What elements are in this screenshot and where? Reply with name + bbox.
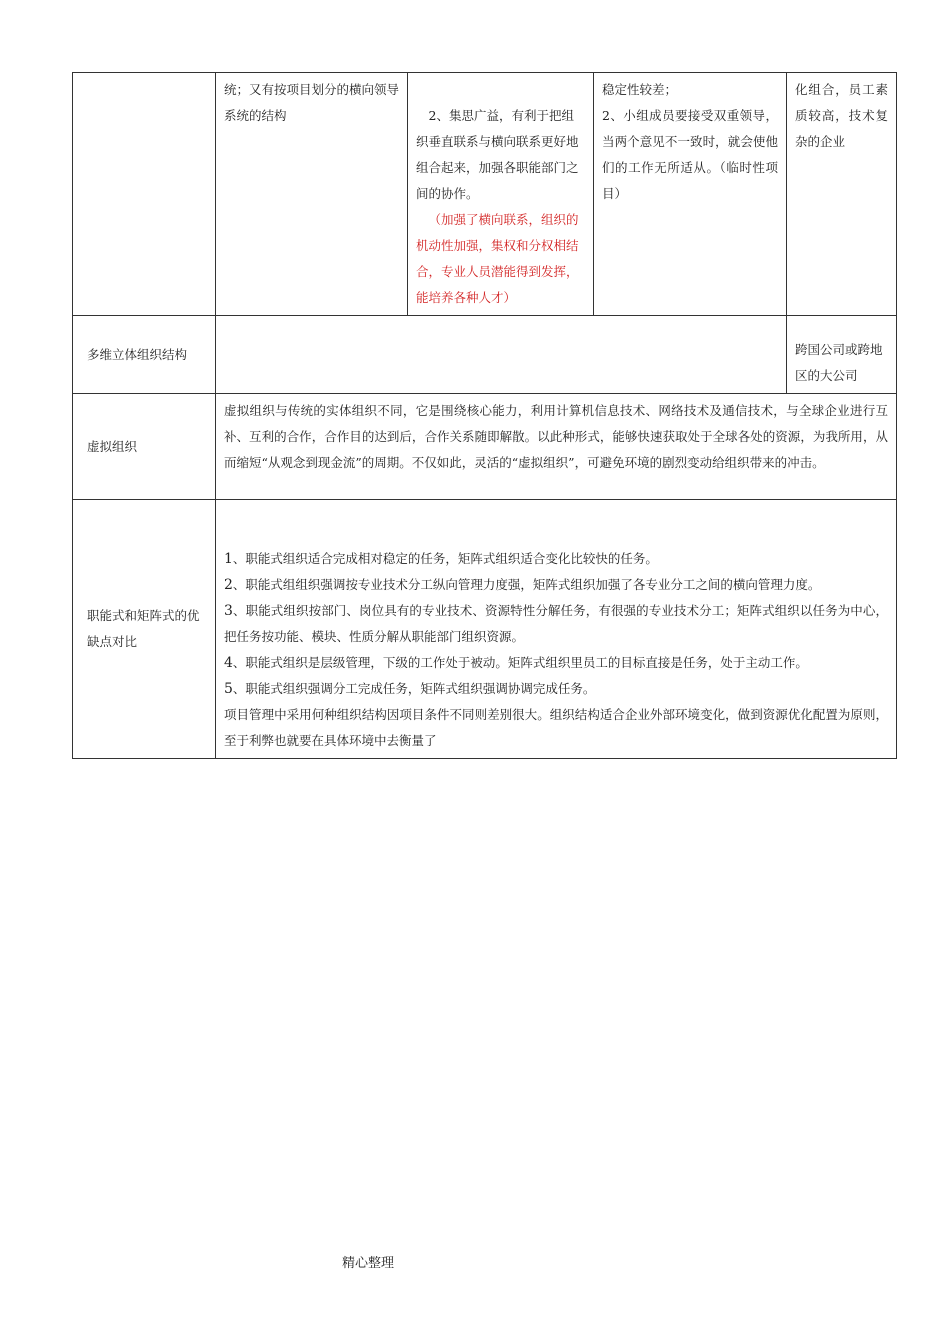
multidim-applicable: 跨国公司或跨地区的大公司 [795, 342, 883, 383]
virtual-row [73, 394, 897, 500]
compare-point-number: 2 [224, 577, 233, 593]
compare-label: 职能式和矩阵式的优缺点对比 [73, 500, 216, 759]
compare-row [73, 500, 897, 759]
compare-point-number: 5 [224, 681, 233, 697]
compare-point [224, 546, 888, 572]
matrix-disadvantage-line2: 2、小组成员要接受双重领导，当两个意见不一致时，就会使他们的工作无所适从。（临时性项目） [602, 108, 778, 201]
compare-point-number: 4 [224, 655, 233, 671]
compare-point-text: 、职能式组织强调分工完成任务，矩阵式组织强调协调完成任务。 [232, 681, 596, 696]
compare-point [224, 598, 888, 650]
matrix-advantage-cell [408, 73, 594, 316]
matrix-disadvantage-line1: 稳定性较差； [602, 82, 678, 97]
matrix-advantage-point: 2、集思广益，有利于把组织垂直联系与横向联系更好地组合起来，加强各职能部门之间的协作。 [416, 108, 579, 201]
compare-point-text: 、职能式组织适合完成相对稳定的任务，矩阵式组织适合变化比较快的任务。 [232, 551, 658, 566]
multidim-empty-cell [216, 316, 787, 394]
matrix-applicable: 化组合，员工素质较高，技术复杂的企业 [795, 82, 888, 149]
page-footer: 精心整理 [342, 1256, 395, 1271]
virtual-text-cell [216, 394, 897, 500]
compare-text-cell [216, 500, 897, 759]
multidim-label: 多维立体组织结构 [73, 316, 216, 394]
virtual-text: 虚拟组织与传统的实体组织不同，它是围绕核心能力，利用计算机信息技术、网络技术及通信技术，与全球企业进行互补、互利的合作，合作目的达到后，合作关系随即解散。以此种形式，能够快速获取处于全球各处的资源，为我所用，从而缩短“从观念到现金流”的周期。不仅如此，灵活的“虚拟组织”，可避免环境的剧烈变动给组织带来的冲击。 [224, 403, 888, 470]
compare-point [224, 650, 888, 676]
compare-point-text: 、职能式组织是层级管理，下级的工作处于被动。矩阵式组织里员工的目标直接是任务，处于主动工作。 [232, 655, 808, 670]
matrix-definition-cell [216, 73, 408, 316]
matrix-row [73, 73, 897, 316]
compare-point [224, 572, 888, 598]
matrix-advantage-note: （加强了横向联系，组织的机动性加强，集权和分权相结合，专业人员潜能得到发挥，能培养各种人才） [416, 212, 579, 305]
compare-points-list [224, 546, 888, 702]
compare-point-number: 1 [224, 551, 233, 567]
organization-structure-table [72, 72, 897, 759]
matrix-definition: 统；又有按项目划分的横向领导系统的结构 [224, 82, 400, 123]
virtual-label: 虚拟组织 [73, 394, 216, 500]
matrix-disadvantage-cell [594, 73, 787, 316]
matrix-label-cell [73, 73, 216, 316]
compare-point-text: 、职能式组织按部门、岗位具有的专业技术、资源特性分解任务，有很强的专业技术分工；矩阵式组织以任务为中心，把任务按功能、模块、性质分解从职能部门组织资源。 [224, 603, 888, 644]
compare-summary: 项目管理中采用何种组织结构因项目条件不同则差别很大。组织结构适合企业外部环境变化，做到资源优化配置为原则，至于利弊也就要在具体环境中去衡量了 [224, 707, 888, 748]
compare-point-number: 3 [224, 603, 233, 619]
compare-point [224, 676, 888, 702]
multidim-row [73, 316, 897, 394]
multidim-applicable-cell [787, 316, 897, 394]
compare-point-text: 、职能式组组织强调按专业技术分工纵向管理力度强，矩阵式组织加强了各专业分工之间的横向管理力度。 [232, 577, 821, 592]
matrix-applicable-cell [787, 73, 897, 316]
